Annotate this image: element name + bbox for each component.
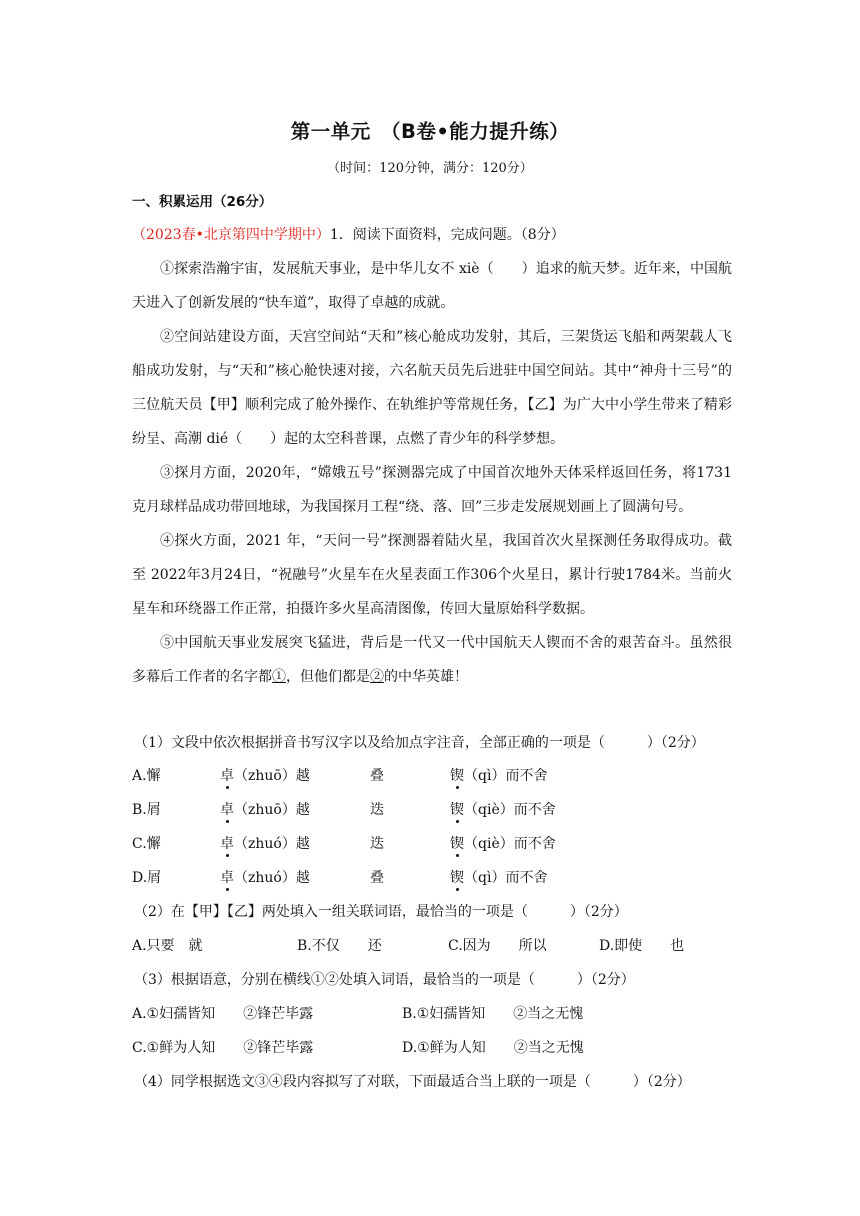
sub-question-3-stem: （3）根据语意，分别在横线①②处填入词语，最恰当的一项是（ ）（2分） bbox=[134, 972, 635, 988]
exam-time-info: （时间：120分钟，满分：120分） bbox=[327, 161, 533, 176]
sub-question-2-option-a: A.只要 就 bbox=[132, 938, 203, 954]
sub-question-4-stem: （4）同学根据选文③④段内容拟写了对联，下面最适合当上联的一项是（ ）（2分） bbox=[134, 1074, 691, 1090]
blank-1: ① bbox=[272, 669, 286, 685]
page-title: 第一单元 （B卷•能力提升练） bbox=[290, 120, 570, 143]
sub-question-2-option-d: D.即使 也 bbox=[599, 938, 685, 954]
question-source: （2023春•北京第四中学期中） bbox=[132, 227, 330, 243]
blank-2: ② bbox=[370, 669, 384, 685]
section-heading: 一、积累运用（26分） bbox=[132, 194, 273, 210]
sub-question-2-stem: （2）在【甲】【乙】两处填入一组关联词语，最恰当的一项是（ ）（2分） bbox=[134, 904, 628, 920]
sub-question-1-stem: （1）文段中依次根据拼音书写汉字以及给加点字注音，全部正确的一项是（ ）（2分） bbox=[134, 735, 705, 751]
sub-question-3-option-a: A.①妇孺皆知 ②锋芒毕露 bbox=[132, 1006, 314, 1022]
passage-paragraph-3: ③探月方面，2020年，“嫦娥五号”探测器完成了中国首次地外天体采样返回任务，将1731克月球样品成功带回地球，为我国探月工程“绕、落、回”三步走发展规划画上了圆满句号。 bbox=[132, 465, 732, 515]
passage-paragraph-5: ⑤中国航天事业发展突飞猛进，背后是一代又一代中国航天人锲而不舍的艰苦奋斗。虽然很多幕后工作者的名字都①，但他们都是②的中华英雄！ bbox=[132, 635, 732, 685]
sub-question-2-option-b: B.不仅 还 bbox=[297, 938, 382, 954]
sub-question-3-option-d: D.①鲜为人知 ②当之无愧 bbox=[402, 1040, 584, 1056]
passage-paragraph-2: ②空间站建设方面，天宫空间站“天和”核心舱成功发射，其后，三架货运飞船和两架载人飞船成功发射，与“天和”核心舱快速对接，六名航天员先后进驻中国空间站。其中“神舟十三号”的三位航天员【甲】顺利完成了舱外操作、在轨维护等常规任务，【乙】为广大中小学生带来了精彩纷呈、高潮 dié（ ）起的太空科普课，点燃了青少年的科学梦想。 bbox=[132, 329, 732, 447]
passage-paragraph-4: ④探火方面，2021 年，“天问一号”探测器着陆火星，我国首次火星探测任务取得成功。截至 2022年3月24日，“祝融号”火星车在火星表面工作306个火星日，累计行驶1784米。当前火星车和环绕器工作正常，拍摄许多火星高清图像，传回大量原始科学数据。 bbox=[132, 533, 732, 617]
passage bbox=[132, 252, 732, 694]
question-stem: 1．阅读下面资料，完成问题。（8分） bbox=[329, 227, 565, 243]
question-1-header bbox=[132, 224, 565, 244]
passage-paragraph-1: ①探索浩瀚宇宙，发展航天事业，是中华儿女不 xiè（ ）追求的航天梦。近年来，中国航天进入了创新发展的“快车道”，取得了卓越的成就。 bbox=[132, 261, 732, 311]
sub-question-3-option-b: B.①妇孺皆知 ②当之无愧 bbox=[402, 1006, 584, 1022]
sub-question-2-option-c: C.因为 所以 bbox=[448, 938, 547, 954]
sub-question-3-option-c: C.①鲜为人知 ②锋芒毕露 bbox=[132, 1040, 314, 1056]
